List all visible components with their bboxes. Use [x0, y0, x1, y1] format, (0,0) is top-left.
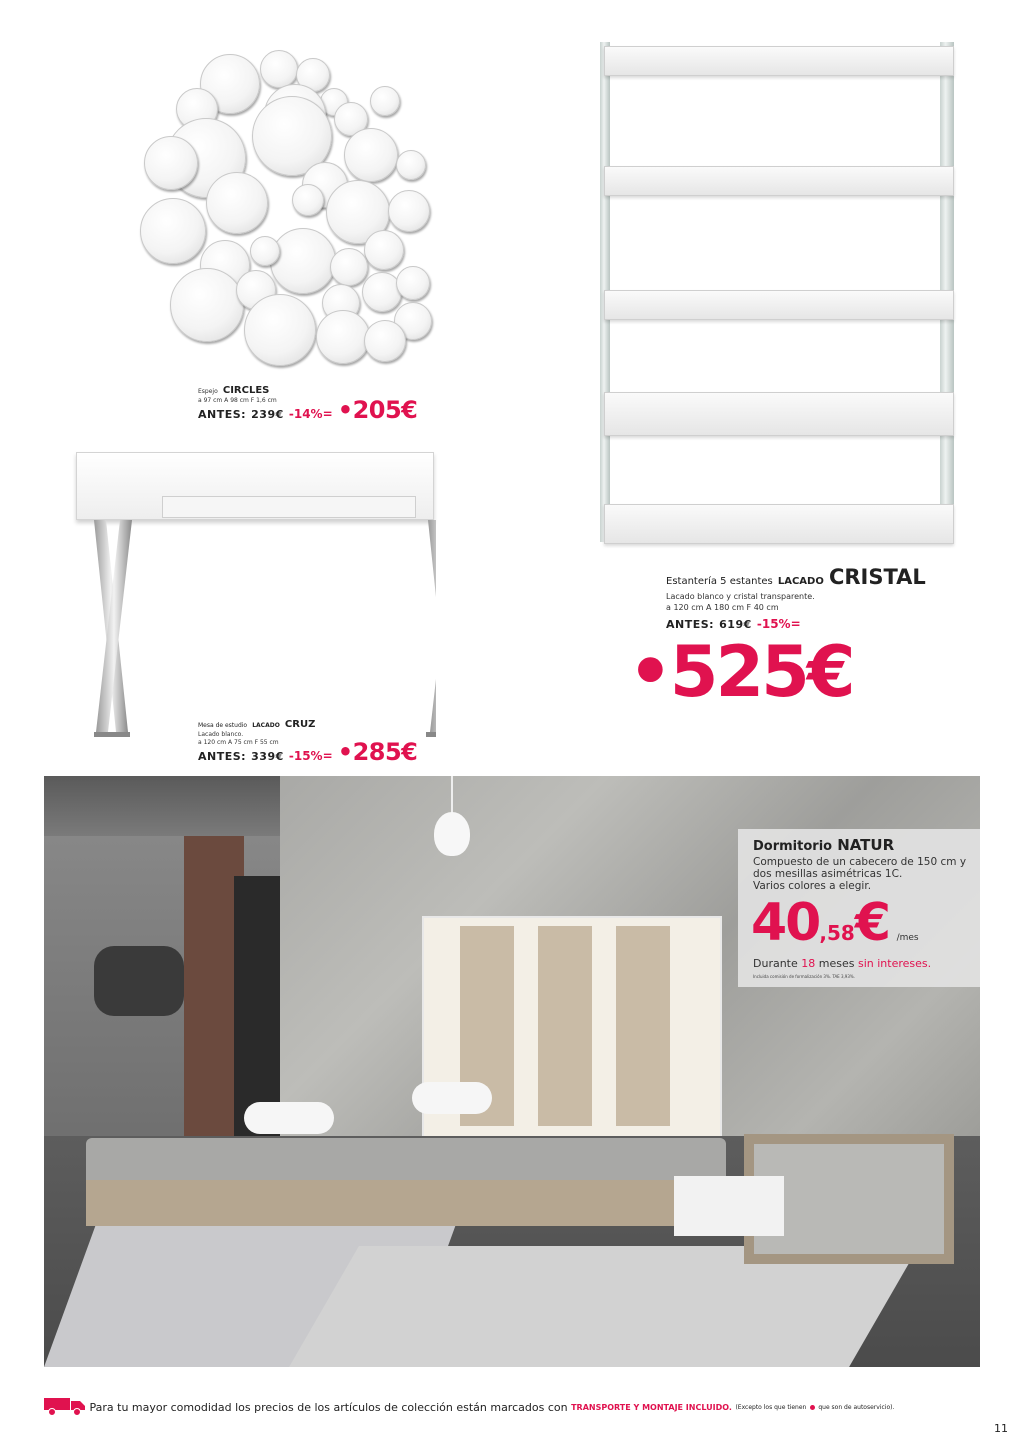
- footer-note-1: (Excepto los que tienen: [735, 1404, 807, 1411]
- circles-type: Espejo: [198, 388, 218, 395]
- circles-dims: a 97 cm A 98 cm F 1,6 cm: [198, 397, 277, 404]
- natur-desc-2: dos mesillas asimétricas 1C.: [753, 868, 903, 880]
- circles-price: •205€: [337, 396, 418, 424]
- cruz-desc: Lacado blanco.: [198, 731, 244, 738]
- natur-name: NATUR: [837, 836, 895, 854]
- cruz-name: CRUZ: [284, 719, 316, 730]
- cristal-antes-price: 619€: [719, 618, 752, 631]
- footer-highlight: TRANSPORTE Y MONTAJE INCLUIDO.: [571, 1403, 732, 1412]
- natur-type: Dormitorio: [753, 839, 833, 854]
- natur-durante: Durante: [753, 957, 798, 970]
- cristal-material: LACADO: [777, 576, 824, 587]
- cruz-product-info: [198, 712, 438, 768]
- circles-antes-label: ANTES:: [198, 408, 247, 421]
- bullet-icon: [810, 1405, 815, 1410]
- natur-months: 18: [801, 957, 816, 970]
- cruz-type: Mesa de estudio: [198, 722, 248, 729]
- cristal-type: Estantería 5 estantes: [666, 576, 773, 587]
- truck-icon: [44, 1396, 86, 1419]
- circles-product-info: [198, 378, 438, 426]
- natur-info-box: [738, 829, 980, 987]
- footer-text: Para tu mayor comodidad los precios de los artículos de colección están marcados con: [89, 1401, 568, 1414]
- natur-per-month: /mes: [896, 933, 919, 943]
- cristal-discount: -15%=: [756, 617, 801, 631]
- page-number: 11: [994, 1422, 1008, 1435]
- natur-fine-print: Incluida comisión de formalización 3%. TAE 3,93%.: [753, 974, 855, 979]
- natur-price-int: 40: [751, 893, 820, 953]
- cristal-name: CRISTAL: [828, 565, 926, 589]
- circles-name: CIRCLES: [222, 385, 270, 396]
- cristal-desc: Lacado blanco y cristal transparente.: [666, 592, 815, 601]
- natur-meses: meses: [818, 957, 855, 970]
- natur-desc-3: Varios colores a elegir.: [753, 880, 872, 892]
- shelf-cristal-image: [600, 42, 960, 546]
- cruz-dims: a 120 cm A 75 cm F 55 cm: [198, 739, 279, 746]
- cristal-dims: a 120 cm A 180 cm F 40 cm: [666, 603, 779, 612]
- circles-antes-price: 239€: [251, 408, 284, 421]
- natur-currency: €: [854, 893, 891, 953]
- cristal-product-info: [666, 564, 966, 632]
- cruz-antes-price: 339€: [251, 750, 284, 763]
- footer-note: [44, 1396, 1014, 1418]
- cruz-price: •285€: [337, 738, 418, 766]
- footer-note-2: que son de autoservicio).: [818, 1404, 895, 1411]
- circles-discount: -14%=: [288, 407, 333, 421]
- natur-price-dec: ,58: [819, 921, 855, 945]
- cristal-price: •525€: [628, 631, 853, 713]
- cruz-discount: -15%=: [288, 749, 333, 763]
- desk-cruz-image: [76, 452, 436, 744]
- mirror-circles-image: [140, 40, 440, 380]
- cruz-antes-label: ANTES:: [198, 750, 247, 763]
- natur-desc-1: Compuesto de un cabecero de 150 cm y: [753, 856, 967, 868]
- cruz-material: LACADO: [252, 722, 280, 729]
- cristal-antes-label: ANTES:: [666, 618, 715, 631]
- natur-sin-intereses: sin intereses.: [857, 957, 932, 970]
